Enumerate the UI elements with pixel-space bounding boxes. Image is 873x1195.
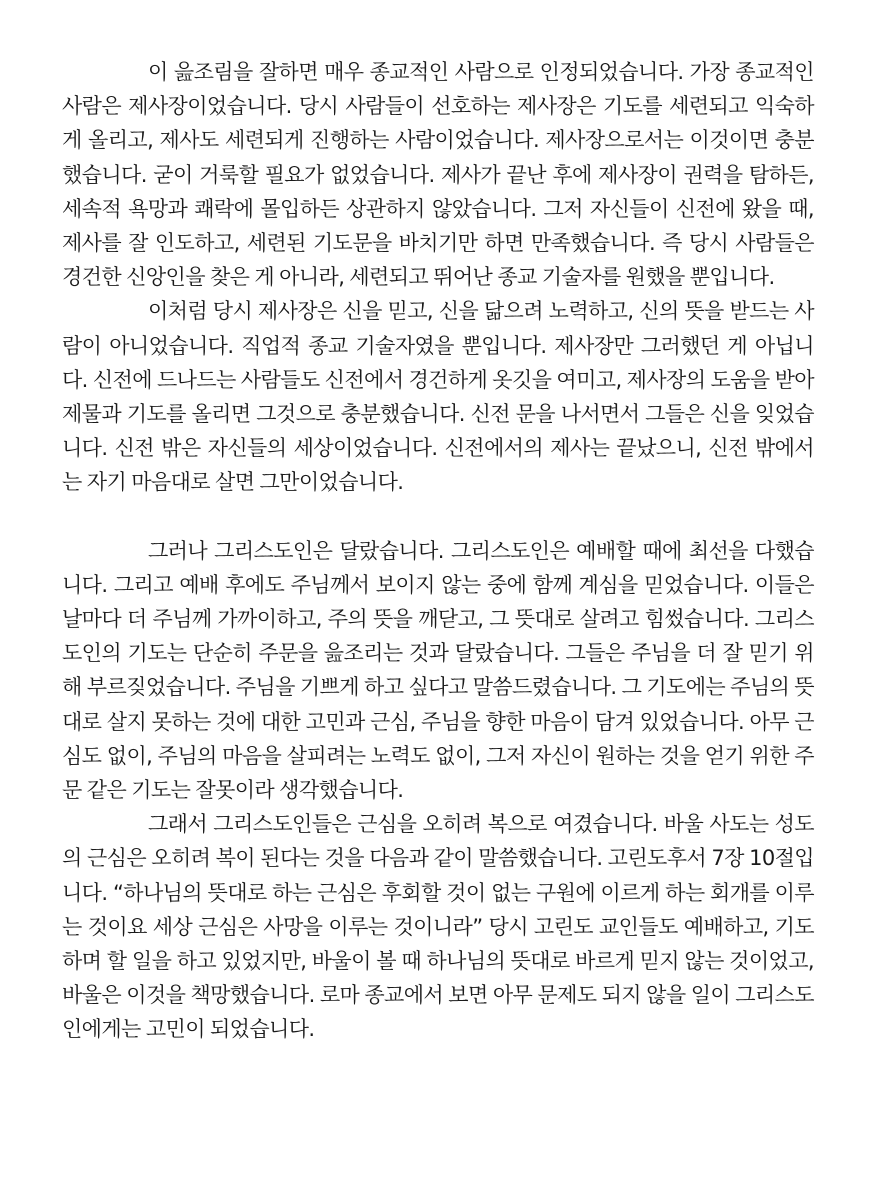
paragraph-1: 이 읊조림을 잘하면 매우 종교적인 사람으로 인정되었습니다. 가장 종교적인 사람은 제사장이었습니다. 당시 사람들이 선호하는 제사장은 기도를 세련되고 익숙하게 올리고, 제사도 세련되게 진행하는 사람이었습니다. 제사장으로서는 이것이면 충분했습니다. 굳이 거룩할 필요가 없었습니다. 제사가 끝난 후에 제사장이 권력을 탐하든, 세속적 욕망과 쾌락에 몰입하든 상관하지 않았습니다. 그저 자신들이 신전에 왔을 때, 제사를 잘 인도하고, 세련된 기도문을 바치기만 하면 만족했습니다. 즉 당시 사람들은 경건한 신앙인을 찾은 게 아니라, 세련되고 뛰어난 종교 기술자를 원했을 뿐입니다.: [62, 60, 814, 290]
paragraph-4: 그래서 그리스도인들은 근심을 오히려 복으로 여겼습니다. 바울 사도는 성도의 근심은 오히려 복이 된다는 것을 다음과 같이 말씀했습니다. 고린도후서 7장 10절입니다. “하나님의 뜻대로 하는 근심은 후회할 것이 없는 구원에 이르게 하는 회개를 이루는 것이요 세상 근심은 사망을 이루는 것이니라” 당시 고린도 교인들도 예배하고, 기도하며 할 일을 하고 있었지만, 바울이 볼 때 하나님의 뜻대로 바르게 믿지 않는 것이었고, 바울은 이것을 책망했습니다. 로마 종교에서 보면 아무 문제도 되지 않을 일이 그리스도인에게는 고민이 되었습니다.: [62, 812, 814, 1042]
paragraph-gap: [62, 500, 814, 534]
paragraph-2: 이처럼 당시 제사장은 신을 믿고, 신을 닮으려 노력하고, 신의 뜻을 받드는 사람이 아니었습니다. 직업적 종교 기술자였을 뿐입니다. 제사장만 그러했던 게 아닙니다. 신전에 드나드는 사람들도 신전에서 경건하게 옷깃을 여미고, 제사장의 도움을 받아 제물과 기도를 올리면 그것으로 충분했습니다. 신전 문을 나서면서 그들은 신을 잊었습니다. 신전 밖은 자신들의 세상이었습니다. 신전에서의 제사는 끝났으니, 신전 밖에서는 자기 마음대로 살면 그만이었습니다.: [62, 299, 814, 495]
paragraph-3: 그러나 그리스도인은 달랐습니다. 그리스도인은 예배할 때에 최선을 다했습니다. 그리고 예배 후에도 주님께서 보이지 않는 중에 함께 계심을 믿었습니다. 이들은 날마다 더 주님께 가까이하고, 주의 뜻을 깨닫고, 그 뜻대로 살려고 힘썼습니다. 그리스도인의 기도는 단순히 주문을 읊조리는 것과 달랐습니다. 그들은 주님을 더 잘 믿기 위해 부르짖었습니다. 주님을 기쁘게 하고 싶다고 말씀드렸습니다. 그 기도에는 주님의 뜻대로 살지 못하는 것에 대한 고민과 근심, 주님을 향한 마음이 담겨 있었습니다. 아무 근심도 없이, 주님의 마음을 살피려는 노력도 없이, 그저 자신이 원하는 것을 얻기 위한 주문 같은 기도는 잘못이라 생각했습니다.: [62, 538, 814, 803]
document-body: [62, 55, 814, 1047]
